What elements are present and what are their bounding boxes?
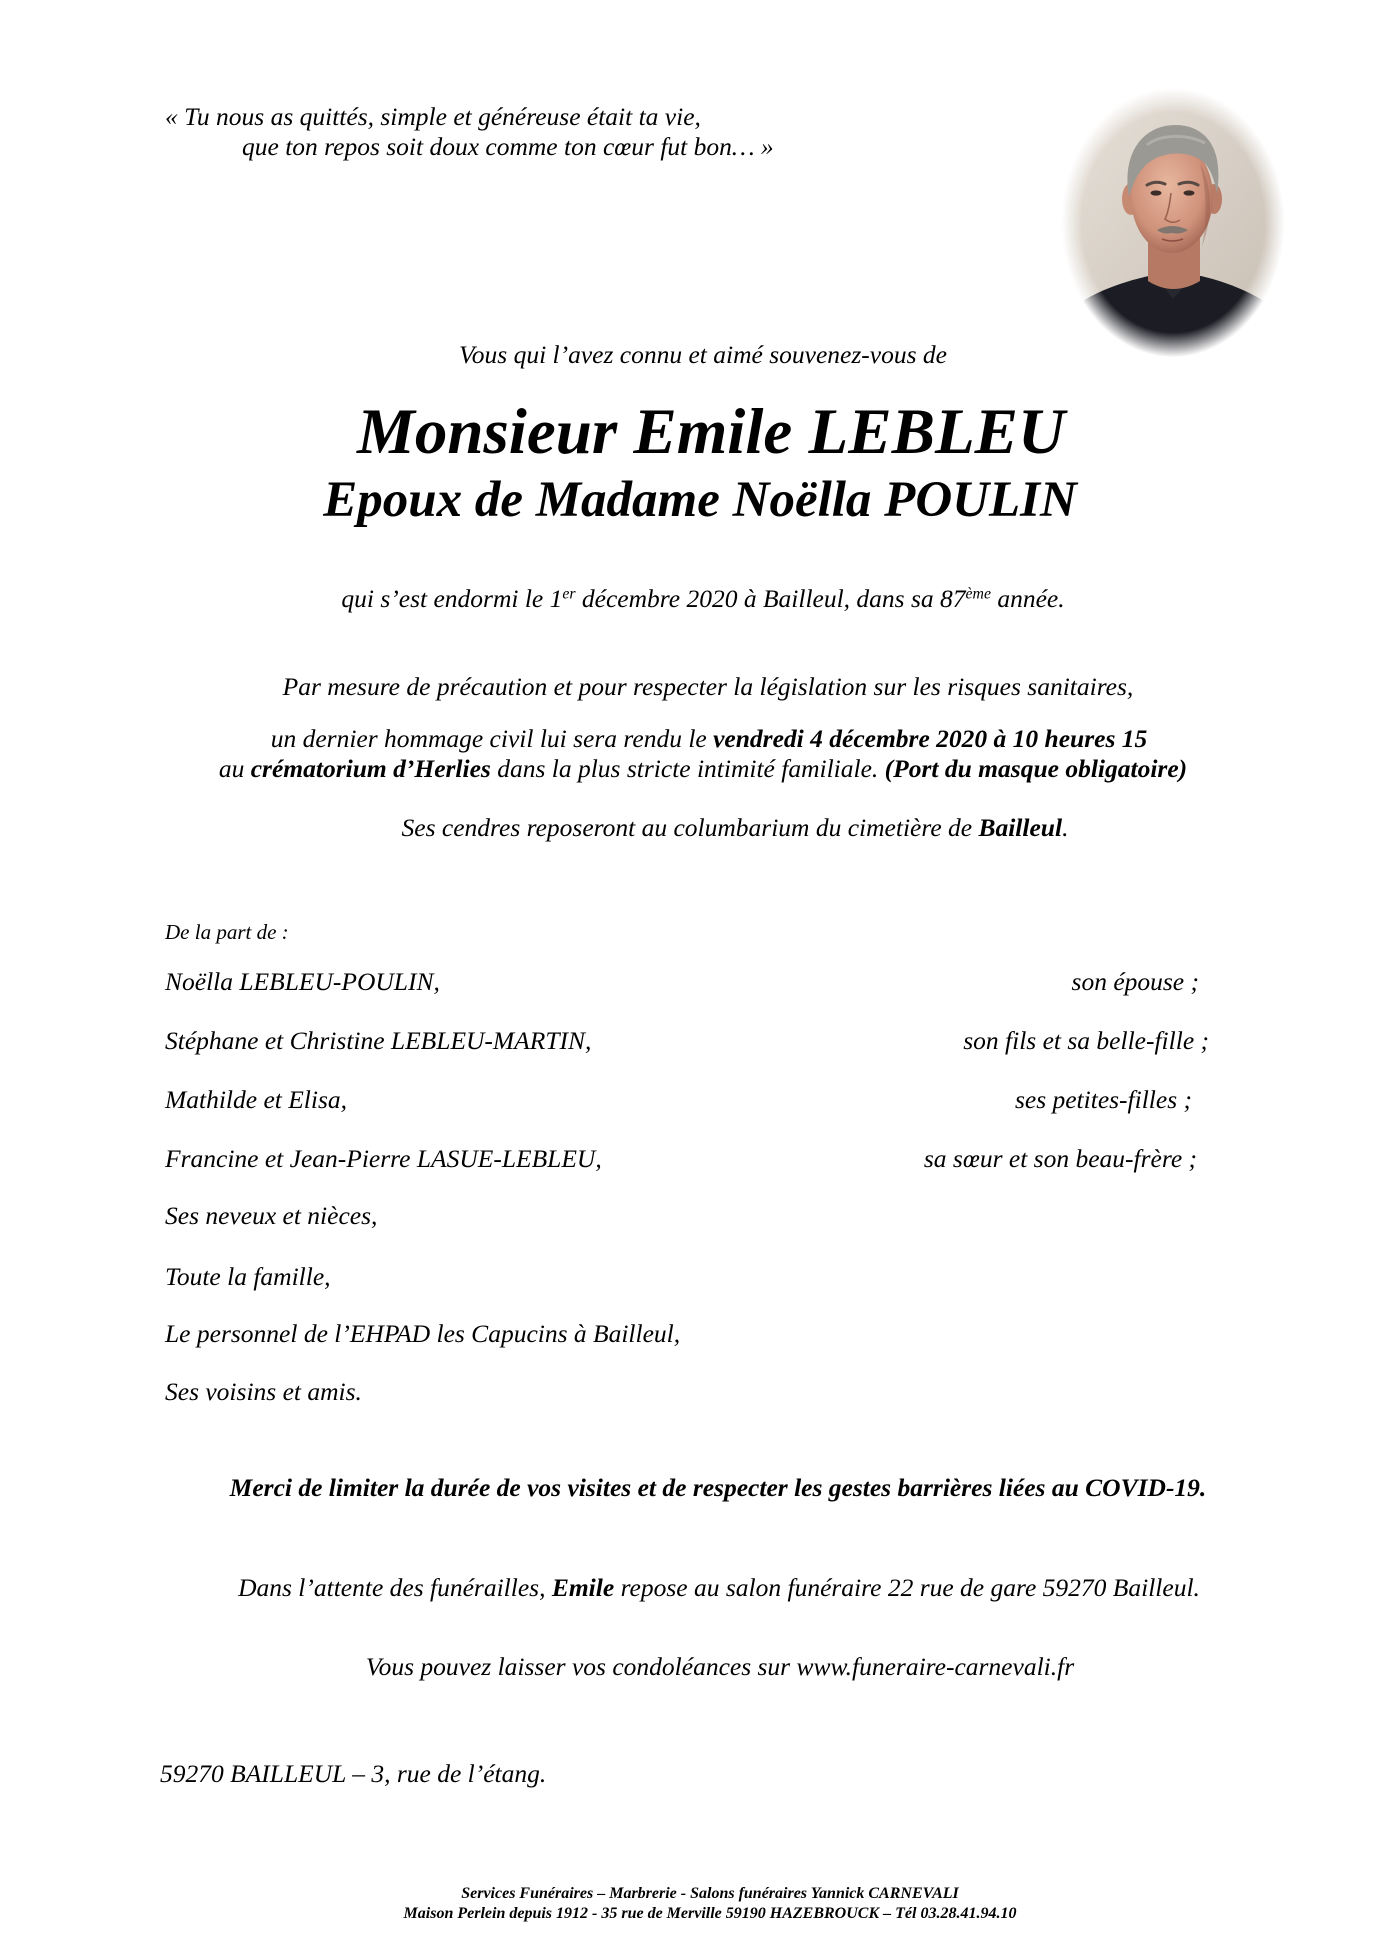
mourner-relation: son fils et sa belle-fille ; [963,1026,1209,1055]
mourner-name: Toute la famille, [165,1262,331,1291]
footer-line-1: Services Funéraires – Marbrerie - Salons funéraires Yannick CARNEVALI [461,1885,959,1902]
mourner-name: Mathilde et Elisa, [165,1085,348,1114]
mourner-row [165,1025,1209,1056]
mourner-row [165,1084,1199,1115]
precaution-text: Par mesure de précaution et pour respecter la législation sur les risques sanitaires, [282,672,1134,701]
mourner-name: Stéphane et Christine LEBLEU-MARTIN, [165,1026,592,1055]
mourner-name: Francine et Jean-Pierre LASUE-LEBLEU, [165,1144,602,1173]
mourner-name: Ses neveux et nièces, [165,1201,378,1230]
condolences-text: Vous pouvez laisser vos condoléances sur [365,1652,797,1681]
mourner-name: Ses voisins et amis. [165,1377,362,1406]
deceased-first-name: Emile [551,1573,615,1602]
ceremony-place-line [123,753,1283,784]
portrait-image [1059,85,1287,360]
place-suffix: dans la plus stricte intimité familiale. [490,754,885,783]
death-text: qui s’est endormi le 1 [341,584,563,613]
place-prefix: au [218,754,251,783]
epitaph-line-2: que ton repos soit doux comme ton cœur fut bon… » [242,132,774,161]
mourner-relation: ses petites-filles ; [1014,1085,1192,1114]
home-address: 59270 BAILLEUL – 3, rue de l’étang. [160,1759,547,1788]
ceremony-place: crématorium d’Herlies [250,754,491,783]
death-text: année. [990,584,1065,613]
tribute-line [129,723,1289,754]
deceased-spouse: Epoux de Madame Noëlla POULIN [323,472,1077,528]
portrait-photo [1059,85,1287,360]
epitaph-line-1: « Tu nous as quittés, simple et généreuse était ta vie, [165,102,701,131]
mask-notice: (Port du masque obligatoire) [884,754,1188,783]
footer-line-2: Maison Perlein depuis 1912 - 35 rue de Merville 59190 HAZEBROUCK – Tél 03.28.41.94.10 [403,1905,1017,1922]
mourner-row [165,1200,1199,1231]
viewing-line [139,1572,1299,1603]
funeral-home-footer [130,1884,1290,1924]
mourner-relation: son épouse ; [1071,967,1199,996]
ashes-text: Ses cendres reposeront au columbarium du cimetière de [401,813,979,842]
intro-text: Vous qui l’avez connu et aimé souvenez-vous de [459,340,947,369]
mourner-relation: sa sœur et son beau-frère ; [923,1144,1197,1173]
condolences-line [140,1651,1300,1682]
mourner-name: Noëlla LEBLEU-POULIN, [165,967,440,996]
mourner-row [165,1143,1199,1174]
mourner-row [165,1376,1199,1407]
ordinal-suffix: er [562,585,576,603]
ordinal-suffix: ème [965,585,991,603]
viewing-text: repose au salon funéraire 22 rue de gare 59270 Bailleul. [614,1573,1200,1602]
mourner-row [165,966,1199,997]
death-announcement [123,583,1283,614]
viewing-text: Dans l’attente des funérailles, [238,1573,552,1602]
ashes-line [155,812,1315,843]
mourner-row [165,1261,1199,1292]
deceased-name: Monsieur Emile LEBLEU [357,396,1065,468]
website-url: www.funeraire-carnevali.fr [796,1652,1075,1681]
ashes-place: Bailleul [978,813,1063,842]
from-label: De la part de : [165,920,289,944]
mourner-name: Le personnel de l’EHPAD les Capucins à Bailleul, [165,1319,681,1348]
tribute-datetime: vendredi 4 décembre 2020 à 10 heures 15 [713,724,1148,753]
death-text: décembre 2020 à Bailleul, dans sa 87 [575,584,966,613]
mourner-row [165,1318,1199,1349]
covid-notice: Merci de limiter la durée de vos visites et de respecter les gestes barrières liées au COVID-19. [229,1473,1207,1502]
tribute-text: un dernier hommage civil lui sera rendu le [270,724,714,753]
ashes-end: . [1062,813,1069,842]
